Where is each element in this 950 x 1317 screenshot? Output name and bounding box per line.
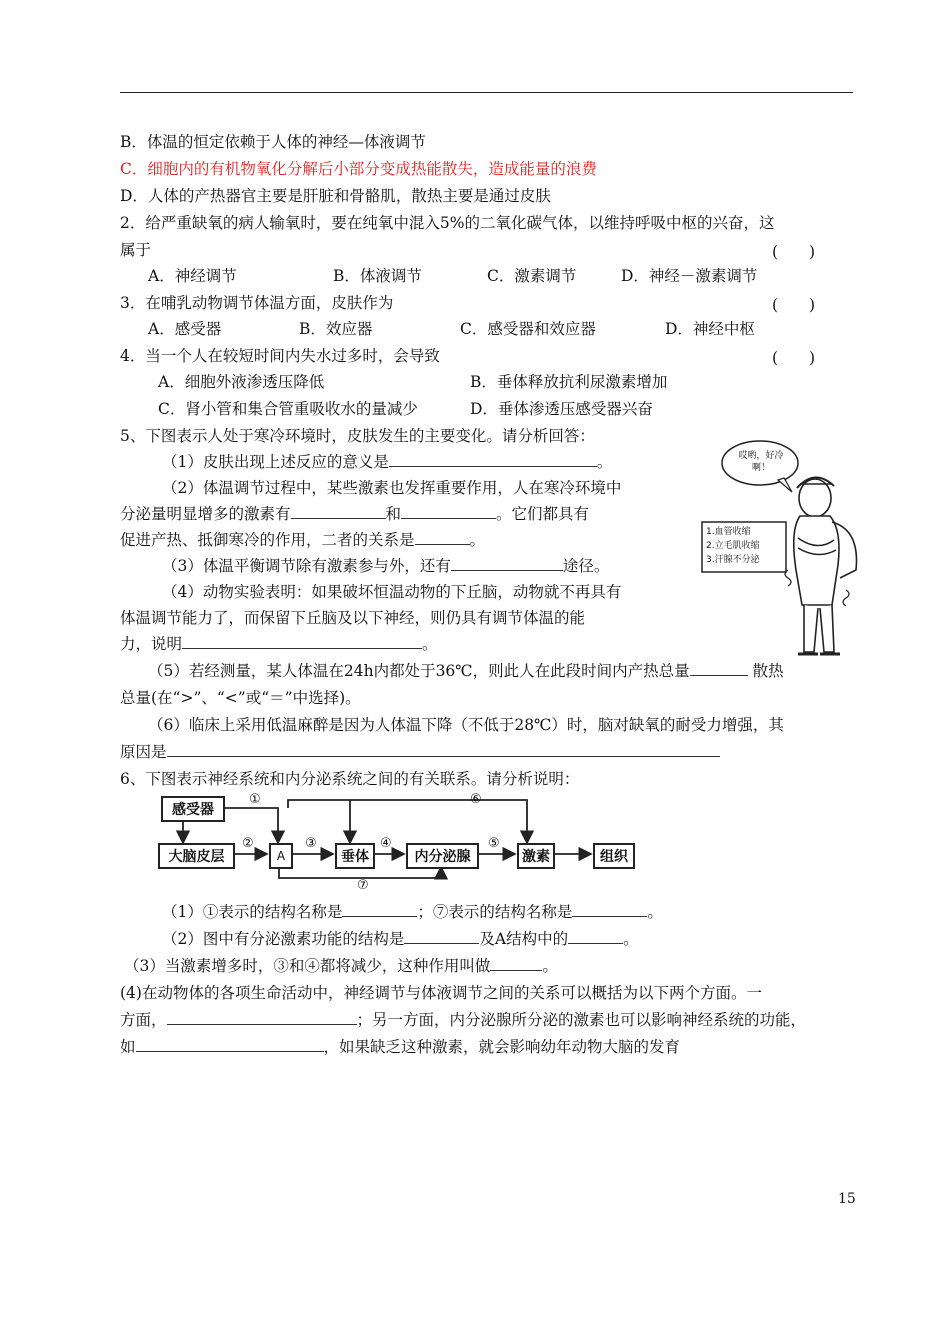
- q6-stem: 6、下图表示神经系统和内分泌系统之间的有关联系。请分析说明：: [120, 770, 580, 788]
- box-pituitary: 垂体: [335, 843, 375, 869]
- label-4: ④: [380, 836, 392, 851]
- q5-part2-line3: 促进产热、抵御寒冷的作用，二者的关系是 。: [120, 531, 486, 549]
- q2-option-d: D．神经－激素调节: [621, 267, 758, 285]
- q5-part6-line2: 原因是: [120, 742, 720, 762]
- q6-part3: （3）当激素增多时，③和④都将减少，这种作用叫做 。: [124, 957, 558, 975]
- speech-bubble-text: 哎哟，好冷啊！: [738, 451, 784, 473]
- box-cerebral-cortex: 大脑皮层: [158, 843, 235, 869]
- q4-option-a: A．细胞外液渗透压降低: [158, 373, 325, 391]
- box-hormone: 激素: [517, 843, 555, 869]
- q3-option-a: A．感受器: [148, 320, 222, 338]
- q5-part5-line1: （5）若经测量，某人体温在24h内都处于36℃，则此人在此段时间内产热总量 散热: [148, 662, 784, 680]
- label-7: ⑦: [357, 878, 369, 893]
- answer-blank[interactable]: [404, 929, 479, 944]
- q5-part4-line1: （4）动物实验表明：如果破坏恒温动物的下丘脑，动物就不再具有: [162, 583, 622, 601]
- nerve-endocrine-diagram: [155, 790, 645, 895]
- q4-option-b: B．垂体释放抗利尿激素增加: [470, 373, 668, 391]
- label-2: ②: [242, 836, 254, 851]
- q6-part1: （1）①表示的结构名称是 ；⑦表示的结构名称是 。: [162, 903, 663, 921]
- q6-part4-line1: (4)在动物体的各项生命活动中，神经调节与体液调节之间的关系可以概括为以下两个方面。一: [120, 984, 762, 1002]
- q3-stem: 3．在哺乳动物调节体温方面，皮肤作为: [120, 294, 394, 312]
- q6-part4-line3: 如 ，如果缺乏这种激素，就会影响幼年动物大脑的发育: [120, 1038, 681, 1056]
- q3-option-c: C．感受器和效应器: [460, 320, 596, 338]
- answer-blank[interactable]: [136, 1037, 324, 1052]
- q2-stem-line1: 2．给严重缺氧的病人输氧时，要在纯氧中混入5%的二氧化碳气体，以维持呼吸中枢的兴奋，这: [120, 214, 775, 232]
- page-number: 15: [838, 1191, 856, 1207]
- answer-blank[interactable]: [389, 452, 597, 467]
- q3-option-d: D．神经中枢: [665, 320, 755, 338]
- box-a: A: [269, 843, 293, 869]
- note-sweat-gland: 3.汗腺不分泌: [706, 555, 760, 565]
- q6-part4-line2: 方面， ；另一方面，内分泌腺所分泌的激素也可以影响神经系统的功能，: [120, 1011, 807, 1029]
- q5-part5-line2: 总量(在“>”、“<”或“＝”中选择)。: [120, 689, 361, 707]
- q5-part4-line3: 力，说明 。: [120, 635, 438, 653]
- answer-blank[interactable]: [568, 929, 623, 944]
- q4-option-d: D．垂体渗透压感受器兴奋: [470, 400, 653, 418]
- label-1: ①: [249, 792, 261, 807]
- box-receptor: 感受器: [161, 796, 225, 822]
- box-tissue: 组织: [593, 843, 635, 869]
- answer-blank[interactable]: [490, 956, 542, 971]
- header-rule: [120, 92, 853, 93]
- answer-blank[interactable]: [342, 902, 417, 917]
- answer-blank[interactable]: [167, 1010, 357, 1025]
- box-endocrine-gland: 内分泌腺: [406, 843, 479, 869]
- label-5: ⑤: [488, 836, 500, 851]
- note-arrector-pili: 2.立毛肌收缩: [706, 541, 760, 551]
- q2-answer-paren: ( ): [772, 243, 816, 261]
- answer-blank[interactable]: [415, 530, 470, 545]
- q4-answer-paren: ( ): [772, 349, 816, 367]
- q3-option-b: B．效应器: [299, 320, 373, 338]
- q3-answer-paren: ( ): [772, 296, 816, 314]
- answer-blank[interactable]: [572, 902, 647, 917]
- q5-part3: （3）体温平衡调节除有激素参与外，还有 途径。: [162, 557, 610, 575]
- q1-option-b: B．体温的恒定依赖于人体的神经—体液调节: [120, 133, 426, 151]
- q2-option-c: C．激素调节: [487, 267, 577, 285]
- q5-part2-line1: （2）体温调节过程中，某些激素也发挥重要作用，人在寒冷环境中: [162, 479, 622, 497]
- q4-option-c: C．肾小管和集合管重吸收水的量减少: [158, 400, 418, 418]
- q6-part2: （2）图中有分泌激素功能的结构是 及A结构中的 。: [162, 930, 639, 948]
- cold-person-figure: [700, 430, 860, 680]
- answer-blank[interactable]: [291, 504, 386, 519]
- q5-stem: 5、下图表示人处于寒冷环境时，皮肤发生的主要变化。请分析回答：: [120, 427, 595, 445]
- q5-part2-line2: 分泌量明显增多的激素有 和 。它们都具有: [120, 505, 590, 523]
- answer-blank[interactable]: [401, 504, 496, 519]
- q2-option-a: A．神经调节: [148, 267, 237, 285]
- figure-notes: [706, 525, 760, 567]
- answer-blank[interactable]: [451, 556, 563, 571]
- q1-option-d: D．人体的产热器官主要是肝脏和骨骼肌，散热主要是通过皮肤: [120, 187, 551, 205]
- q1-option-c: C．细胞内的有机物氧化分解后小部分变成热能散失，造成能量的浪费: [120, 160, 597, 178]
- label-6: ⑥: [470, 792, 482, 807]
- q4-stem: 4．当一个人在较短时间内失水过多时，会导致: [120, 347, 440, 365]
- note-vasoconstriction: 1.血管收缩: [706, 527, 751, 537]
- answer-blank[interactable]: [182, 634, 422, 649]
- answer-blank[interactable]: [167, 742, 720, 757]
- label-3: ③: [305, 836, 317, 851]
- q5-part1: （1）皮肤出现上述反应的意义是 。: [162, 453, 613, 471]
- q2-option-b: B．体液调节: [333, 267, 422, 285]
- q5-part6-line1: （6）临床上采用低温麻醉是因为人体温下降（不低于28℃）时，脑对缺氧的耐受力增强，其: [148, 716, 784, 734]
- q5-part4-line2: 体温调节能力了，而保留下丘脑及以下神经，则仍具有调节体温的能: [120, 609, 586, 627]
- q2-stem-line2: 属于: [120, 241, 152, 259]
